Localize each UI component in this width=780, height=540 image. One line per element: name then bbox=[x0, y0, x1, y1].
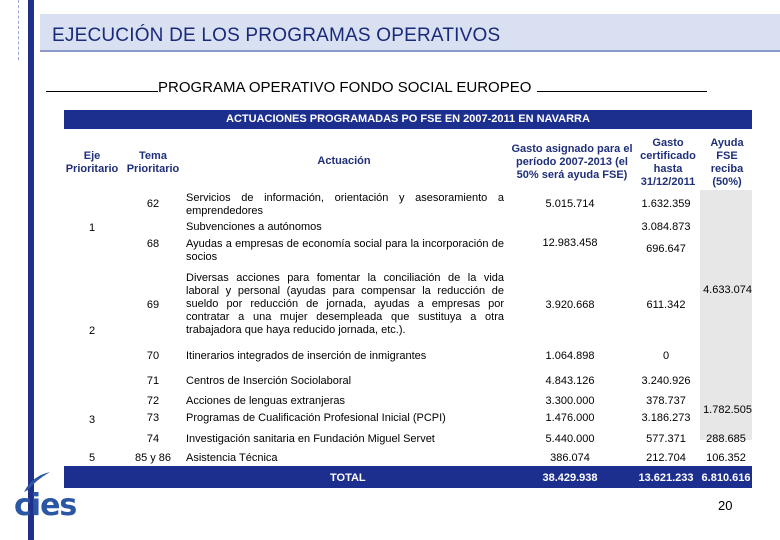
eje-3-label: 3 bbox=[88, 414, 96, 426]
table-caption: ACTUACIONES PROGRAMADAS PO FSE EN 2007-2011 EN NAVARRA bbox=[64, 110, 752, 129]
table-row-tema: 73 bbox=[146, 412, 160, 424]
table-row-gasto: 1.476.000 bbox=[545, 412, 595, 424]
table-row-cert: 378.737 bbox=[646, 395, 686, 407]
eje-2-label: 2 bbox=[88, 325, 96, 337]
total-gasto: 38.429.938 bbox=[542, 472, 598, 484]
table-row-cert: 3.084.873 bbox=[641, 221, 691, 233]
header-gasto-certificado: Gasto certificado hasta 31/12/2011 bbox=[640, 137, 696, 188]
eje-5-label: 5 bbox=[88, 452, 96, 464]
table-row-cert: 577.371 bbox=[646, 433, 686, 445]
table-row-actuacion: Centros de Inserción Sociolaboral bbox=[186, 375, 352, 387]
ayuda-eje-1-2-value: 4.633.074 bbox=[703, 284, 752, 296]
table-row-actuacion: Asistencia Técnica bbox=[186, 452, 278, 464]
table-row-gasto: 386.074 bbox=[550, 452, 590, 464]
table-row-tema: 70 bbox=[146, 350, 160, 362]
table-row-gasto: 5.015.714 bbox=[545, 198, 595, 210]
table-row-actuacion: Programas de Cualificación Profesional Inicial (PCPI) bbox=[186, 412, 446, 424]
table-row-actuacion: Acciones de lenguas extranjeras bbox=[186, 395, 345, 407]
page-number: 20 bbox=[718, 498, 733, 513]
total-ayuda: 6.810.616 bbox=[701, 472, 751, 484]
page-title: EJECUCIÓN DE LOS PROGRAMAS OPERATIVOS bbox=[52, 25, 501, 46]
table-row-gasto: 1.064.898 bbox=[545, 350, 595, 362]
total-cert: 13.621.233 bbox=[638, 472, 694, 484]
table-row-tema: 62 bbox=[146, 198, 160, 210]
table-row-ayuda: 288.685 bbox=[706, 433, 746, 445]
table-row-gasto: 12.983.458 bbox=[542, 237, 598, 249]
ayuda-column-shading bbox=[700, 190, 752, 440]
header-ayuda: Ayuda FSE reciba (50%) bbox=[710, 137, 744, 188]
total-label: TOTAL bbox=[330, 472, 366, 484]
subtitle bbox=[46, 79, 707, 96]
table-row-actuacion: Subvenciones a autónomos bbox=[186, 221, 322, 233]
table-row-tema: 68 bbox=[146, 238, 160, 250]
header-actuacion: Actuación bbox=[317, 155, 371, 167]
header-eje: Eje Prioritario bbox=[65, 150, 119, 175]
header-gasto-asignado: Gasto asignado para el período 2007-2013 (el 50% será ayuda FSE) bbox=[511, 143, 633, 181]
table-row-actuacion: Ayudas a empresas de economía social para la incorporación de socios bbox=[186, 238, 504, 263]
table-row-cert: 611.342 bbox=[646, 299, 686, 311]
table-row-cert: 0 bbox=[662, 350, 670, 362]
table-row-gasto: 5.440.000 bbox=[545, 433, 595, 445]
left-accent-bar bbox=[28, 0, 34, 540]
table-row-tema: 74 bbox=[146, 433, 160, 445]
table-row-tema: 72 bbox=[146, 395, 160, 407]
eje-1-label: 1 bbox=[88, 222, 96, 234]
header-tema: Tema Prioritario bbox=[126, 150, 180, 175]
table-row-tema: 69 bbox=[146, 299, 160, 311]
table-row-tema: 85 y 86 bbox=[134, 452, 172, 464]
table-row-gasto: 3.920.668 bbox=[545, 299, 595, 311]
table-row-cert: 212.704 bbox=[646, 452, 686, 464]
table-row-actuacion: Servicios de información, orientación y asesoramiento a emprendedores bbox=[186, 192, 504, 217]
decorative-dashed-line bbox=[18, 0, 21, 60]
table-row-cert: 3.240.926 bbox=[641, 375, 691, 387]
table-row-gasto: 4.843.126 bbox=[545, 375, 595, 387]
table-row-actuacion: Diversas acciones para fomentar la conciliación de la vida laboral y personal (ayudas para compensar la reducción de sueldo por reducción de jornada, ayudas a empresas por contratar a una mujer desempleada que sustituya a otra trabajadora que haya reducido jornada, etc.). bbox=[186, 272, 504, 336]
table-row-ayuda: 106.352 bbox=[706, 452, 746, 464]
table-row-cert: 696.647 bbox=[646, 243, 686, 255]
subtitle-text: PROGRAMA OPERATIVO FONDO SOCIAL EUROPEO bbox=[158, 79, 532, 96]
cies-logo: cies bbox=[14, 488, 77, 523]
table-row-cert: 3.186.273 bbox=[641, 412, 691, 424]
subtitle-underline-right bbox=[537, 79, 707, 92]
table-row-tema: 71 bbox=[146, 375, 160, 387]
table-row-actuacion: Itinerarios integrados de inserción de inmigrantes bbox=[186, 350, 427, 362]
subtitle-underline-left bbox=[46, 79, 158, 92]
table-row-cert: 1.632.359 bbox=[641, 198, 691, 210]
ayuda-eje-3-value: 1.782.505 bbox=[703, 404, 752, 416]
table-row-actuacion: Investigación sanitaria en Fundación Miguel Servet bbox=[186, 433, 435, 445]
table-row-gasto: 3.300.000 bbox=[545, 395, 595, 407]
